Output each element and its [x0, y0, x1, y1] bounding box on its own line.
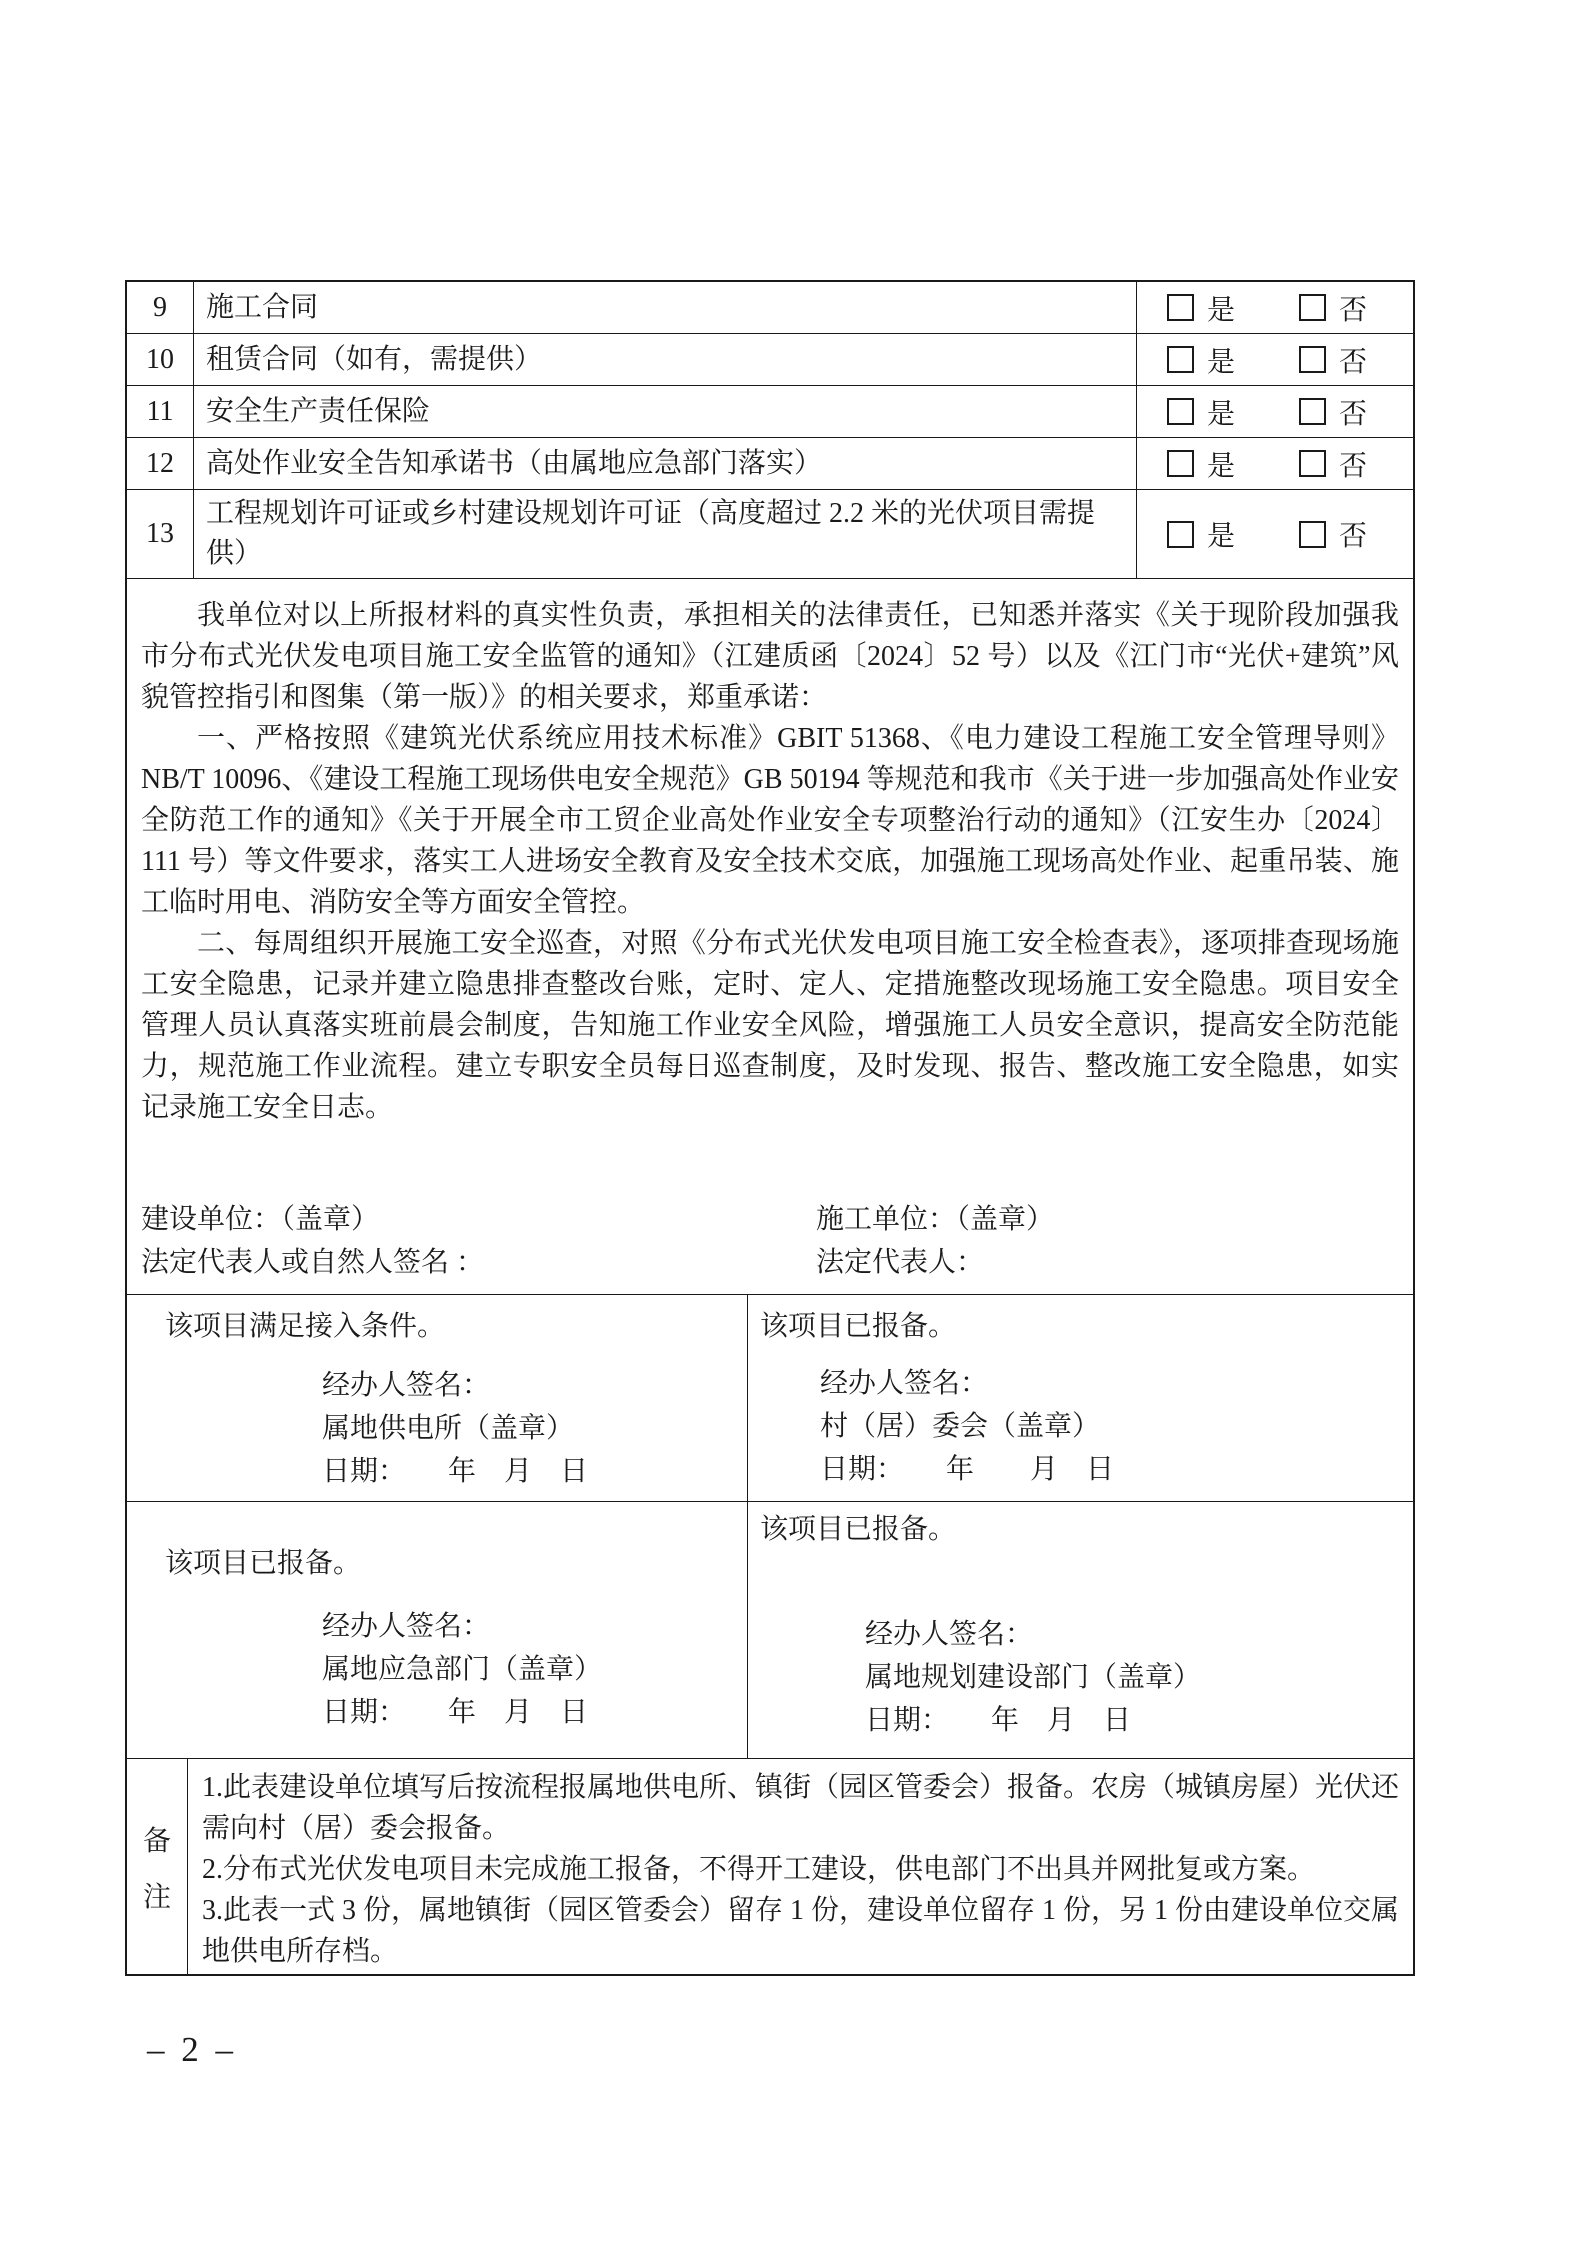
- yes-checkbox[interactable]: [1167, 346, 1194, 373]
- signoff-cell-village-committee: [748, 1295, 1413, 1501]
- signoff-cell-emergency-dept: [127, 1502, 748, 1758]
- remarks-label: [127, 1759, 188, 1974]
- table-row: [127, 490, 1413, 579]
- remarks-label-char: 注: [142, 1881, 171, 1913]
- commitment-statement-cell: [127, 579, 1413, 1295]
- yes-label: 是: [1207, 450, 1236, 482]
- table-row: [127, 282, 1413, 334]
- no-checkbox[interactable]: [1299, 346, 1326, 373]
- no-checkbox[interactable]: [1299, 294, 1326, 321]
- handler-signature-label: 经办人签名：: [322, 1370, 491, 1401]
- date-line: 日期： 年 月 日: [322, 1697, 589, 1728]
- yes-label: 是: [1207, 521, 1236, 552]
- commitment-paragraph-3: 二、每周组织开展施工安全巡查，对照《分布式光伏发电项目施工安全检查表》，逐项排查现场施工安全隐患，记录并建立隐患排查整改台账，定时、定人、定措施整改现场施工安全隐患。项目安全管理人员认真落实班前晨会制度，告知施工作业安全风险，增强施工人员安全意识，提高安全防范能力，规范施工作业流程。建立专职安全员每日巡查制度，及时发现、报告、整改施工安全隐患，如实记录施工安全日志。: [141, 928, 1399, 1123]
- signoff-statement: 该项目已报备。: [760, 1514, 957, 1545]
- remarks-row: [127, 1759, 1413, 1974]
- page-number: – 2 –: [147, 2030, 237, 2069]
- no-checkbox[interactable]: [1299, 398, 1326, 425]
- filing-form-table: [125, 280, 1415, 1976]
- builder-unit-label: 建设单位：（盖章）: [141, 1204, 380, 1235]
- signoff-cell-power-station: [127, 1295, 748, 1501]
- row-number: 13: [127, 490, 194, 578]
- yes-label: 是: [1207, 294, 1236, 326]
- material-item-label: 高处作业安全告知承诺书（由属地应急部门落实）: [206, 447, 823, 479]
- remark-item: 1.此表建设单位填写后按流程报属地供电所、镇街（园区管委会）报备。农房（城镇房屋）光伏还需向村（居）委会报备。: [202, 1772, 1400, 1844]
- row-number: 10: [127, 334, 194, 385]
- remarks-body: [188, 1759, 1413, 1974]
- handler-signature-label: 经办人签名：: [322, 1611, 491, 1642]
- contractor-unit-label: 施工单位：（盖章）: [816, 1204, 1055, 1235]
- yes-label: 是: [1207, 398, 1236, 430]
- yes-checkbox[interactable]: [1167, 294, 1194, 321]
- material-item-label: 工程规划许可证或乡村建设规划许可证（高度超过 2.2 米的光伏项目需提供）: [206, 498, 1096, 569]
- org-seal-label: 属地应急部门（盖章）: [322, 1654, 603, 1685]
- yes-checkbox[interactable]: [1167, 521, 1194, 548]
- org-seal-label: 属地规划建设部门（盖章）: [865, 1662, 1202, 1693]
- no-label: 否: [1339, 294, 1368, 326]
- org-seal-label: 属地供电所（盖章）: [322, 1413, 575, 1444]
- no-checkbox[interactable]: [1299, 450, 1326, 477]
- no-label: 否: [1339, 398, 1368, 430]
- row-number: 11: [127, 386, 194, 437]
- unit-signature-lines: [141, 1198, 1399, 1284]
- no-label: 否: [1339, 450, 1368, 482]
- signoff-grid-row: [127, 1295, 1413, 1502]
- org-seal-label: 村（居）委会（盖章）: [820, 1411, 1101, 1442]
- remarks-label-char: 备: [142, 1825, 171, 1857]
- material-item-label: 安全生产责任保险: [206, 395, 431, 427]
- no-label: 否: [1339, 346, 1368, 378]
- table-row: [127, 386, 1413, 438]
- row-number: 9: [127, 282, 194, 333]
- handler-signature-label: 经办人签名：: [820, 1368, 989, 1399]
- row-number: 12: [127, 438, 194, 489]
- handler-signature-label: 经办人签名：: [865, 1619, 1034, 1650]
- yes-label: 是: [1207, 346, 1236, 378]
- builder-representative-label: 法定代表人或自然人签名 ：: [141, 1247, 485, 1278]
- no-label: 否: [1339, 521, 1368, 552]
- signoff-statement: 该项目满足接入条件。: [165, 1311, 446, 1342]
- signoff-grid-row: [127, 1502, 1413, 1759]
- commitment-paragraph-2: 一、严格按照《建筑光伏系统应用技术标准》GBIT 51368、《电力建设工程施工安全管理导则》NB/T 10096、《建设工程施工现场供电安全规范》GB 50194 等规范和我市《关于进一步加强高处作业安全防范工作的通知》《关于开展全市工贸企业高处作业安全专项整治行动的通知》（江安生办〔2024〕111 号）等文件要求，落实工人进场安全教育及安全技术交底，加强施工现场高处作业、起重吊装、施工临时用电、消防安全等方面安全管控。: [141, 723, 1399, 918]
- material-item-label: 租赁合同（如有，需提供）: [206, 343, 543, 375]
- yes-checkbox[interactable]: [1167, 398, 1194, 425]
- remark-item: 2.分布式光伏发电项目未完成施工报备，不得开工建设，供电部门不出具并网批复或方案。: [202, 1854, 1316, 1885]
- contractor-representative-label: 法定代表人：: [816, 1247, 985, 1278]
- date-line: 日期： 年 月 日: [322, 1456, 589, 1487]
- date-line: 日期： 年 月 日: [820, 1454, 1115, 1485]
- table-row: [127, 438, 1413, 490]
- table-row: [127, 334, 1413, 386]
- material-item-label: 施工合同: [206, 291, 319, 323]
- remark-item: 3.此表一式 3 份，属地镇街（园区管委会）留存 1 份，建设单位留存 1 份，另 1 份由建设单位交属地供电所存档。: [202, 1895, 1400, 1967]
- signoff-statement: 该项目已报备。: [165, 1548, 362, 1579]
- yes-checkbox[interactable]: [1167, 450, 1194, 477]
- commitment-paragraph-1: 我单位对以上所报材料的真实性负责，承担相关的法律责任，已知悉并落实《关于现阶段加强我市分布式光伏发电项目施工安全监管的通知》（江建质函〔2024〕52 号）以及《江门市“光伏+建筑”风貌管控指引和图集（第一版）》的相关要求，郑重承诺：: [141, 600, 1399, 713]
- signoff-cell-planning-dept: [748, 1502, 1413, 1758]
- date-line: 日期： 年 月 日: [865, 1705, 1132, 1736]
- signoff-statement: 该项目已报备。: [760, 1311, 957, 1342]
- no-checkbox[interactable]: [1299, 521, 1326, 548]
